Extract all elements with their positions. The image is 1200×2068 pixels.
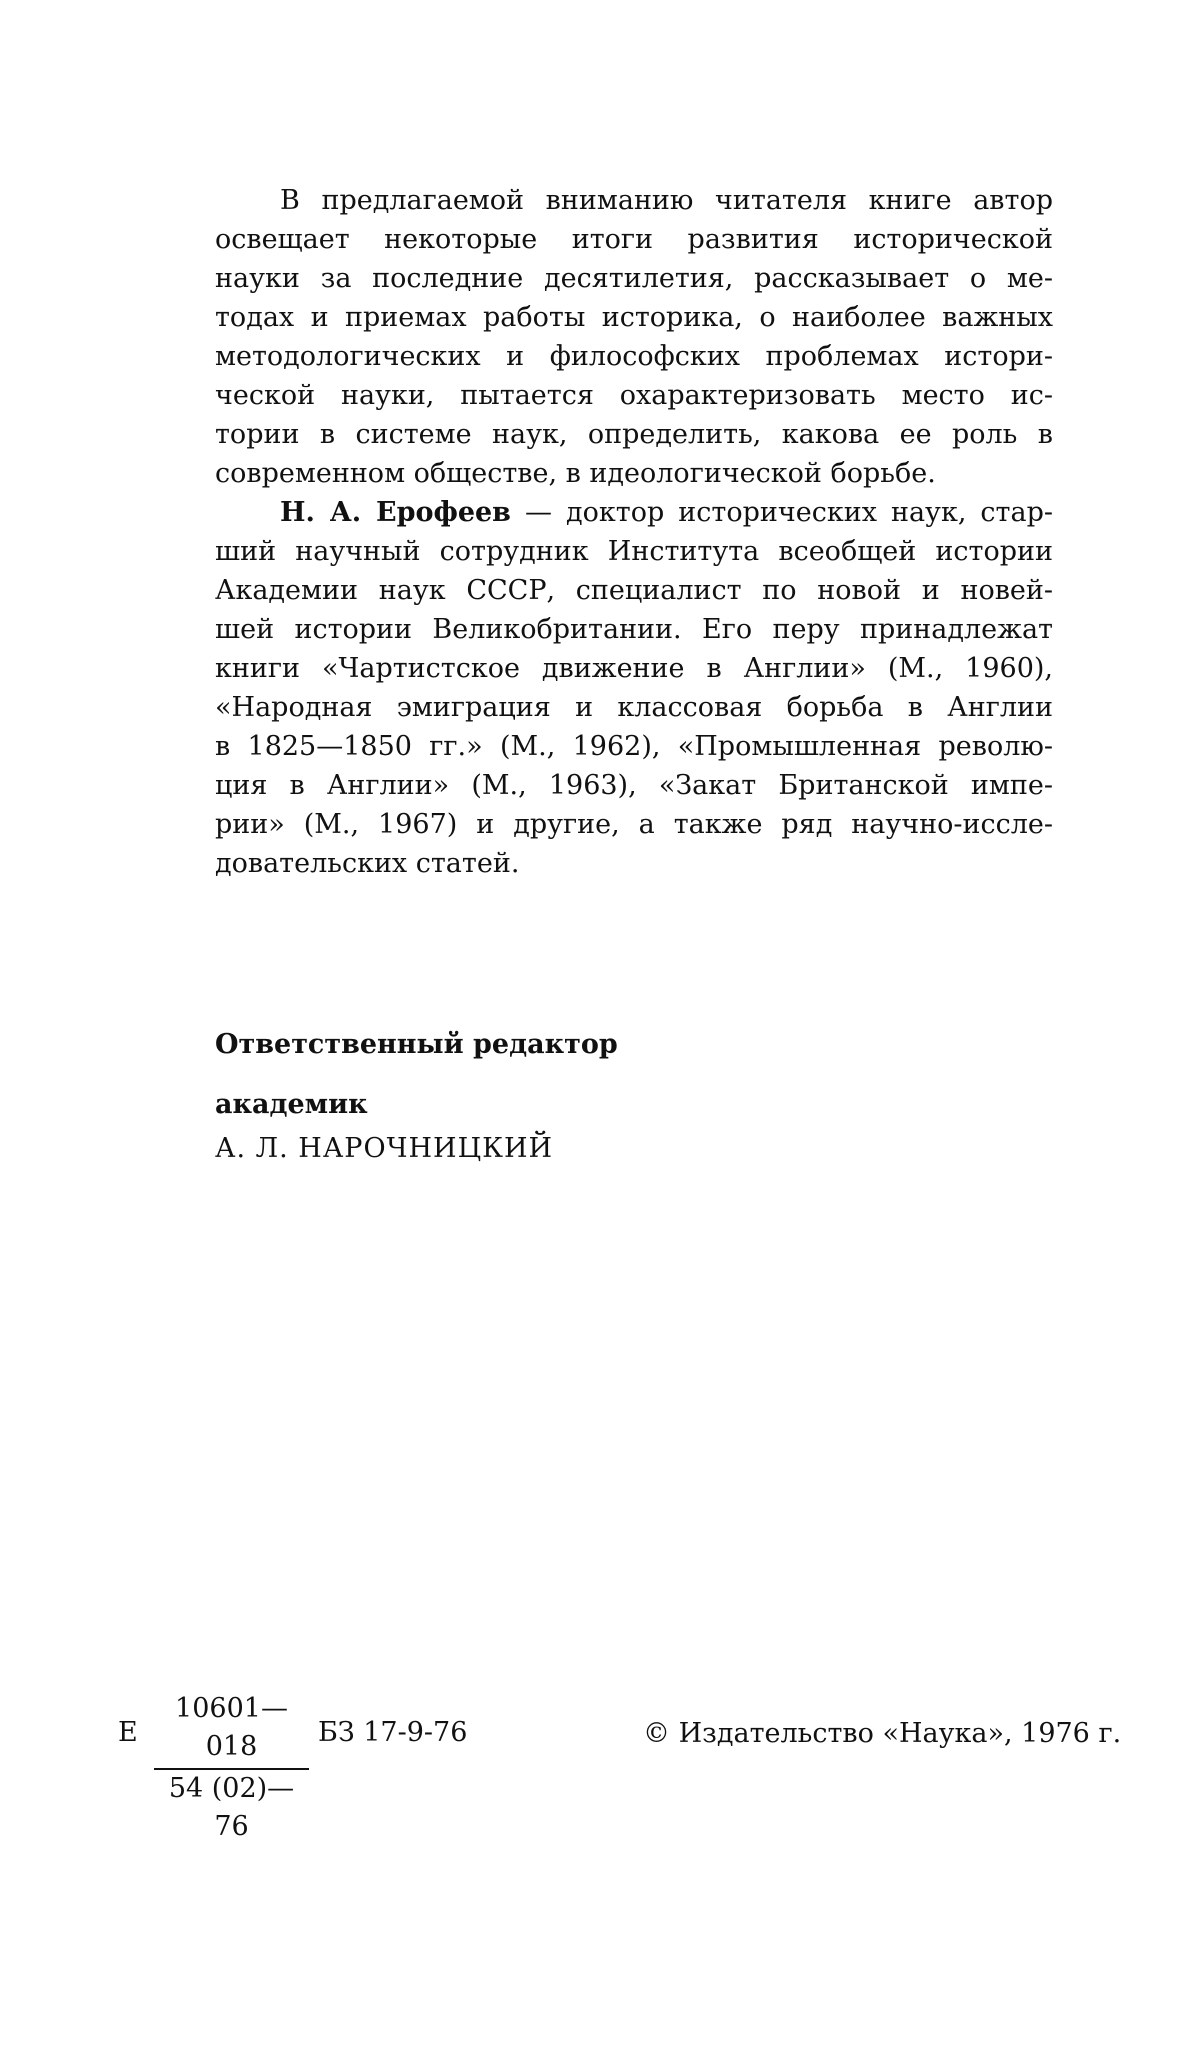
text-line: книги «Чартистское движение в Англии» (М., 1960),	[215, 653, 1053, 684]
text-line: Академии наук СССР, специалист по новой и новей-	[215, 575, 1053, 606]
text-line: освещает некоторые итоги развития исторической	[215, 224, 1053, 255]
text-line: тории в системе наук, определить, какова ее роль в	[215, 419, 1053, 450]
editor-label: Ответственный редактор	[215, 1029, 618, 1060]
text-line: В предлагаемой вниманию читателя книге автор	[280, 185, 1053, 216]
text-line: тодах и приемах работы историка, о наиболее важных	[215, 302, 1053, 333]
text-line: современном обществе, в идеологической борьбе.	[215, 458, 936, 489]
editor-title: академик	[215, 1089, 368, 1120]
text-line: науки за последние десятилетия, рассказывает о ме-	[215, 263, 1053, 294]
fraction-denominator: 54 (02)—76	[168, 1773, 295, 1842]
text-line: ший научный сотрудник Института всеобщей истории	[215, 536, 1053, 567]
text-line	[280, 494, 1053, 532]
text-line: шей истории Великобритании. Его перу принадлежат	[215, 614, 1053, 645]
text-line: рии» (М., 1967) и другие, а также ряд научно-иссле-	[215, 809, 1053, 840]
author-name: Н. А. Ерофеев	[280, 497, 511, 528]
author-description-start: — доктор исторических наук, стар-	[510, 497, 1053, 528]
text-line: методологических и философских проблемах истори-	[215, 341, 1053, 372]
text-line: в 1825—1850 гг.» (М., 1962), «Промышленная револю-	[215, 731, 1053, 762]
fraction-numerator: 10601—018	[154, 1690, 309, 1770]
text-line: «Народная эмиграция и классовая борьба в Англии	[215, 692, 1053, 723]
plan-code: БЗ 17-9-76	[318, 1717, 468, 1748]
text-line: ция в Англии» (М., 1963), «Закат Британской импе-	[215, 770, 1053, 801]
index-fraction	[154, 1690, 309, 1846]
index-letter: Е	[118, 1717, 138, 1748]
text-line: довательских статей.	[215, 848, 520, 879]
copyright-notice: © Издательство «Наука», 1976 г.	[643, 1718, 1122, 1749]
text-line: ческой науки, пытается охарактеризовать место ис-	[215, 380, 1053, 411]
editor-name: А. Л. НАРОЧНИЦКИЙ	[215, 1133, 554, 1164]
